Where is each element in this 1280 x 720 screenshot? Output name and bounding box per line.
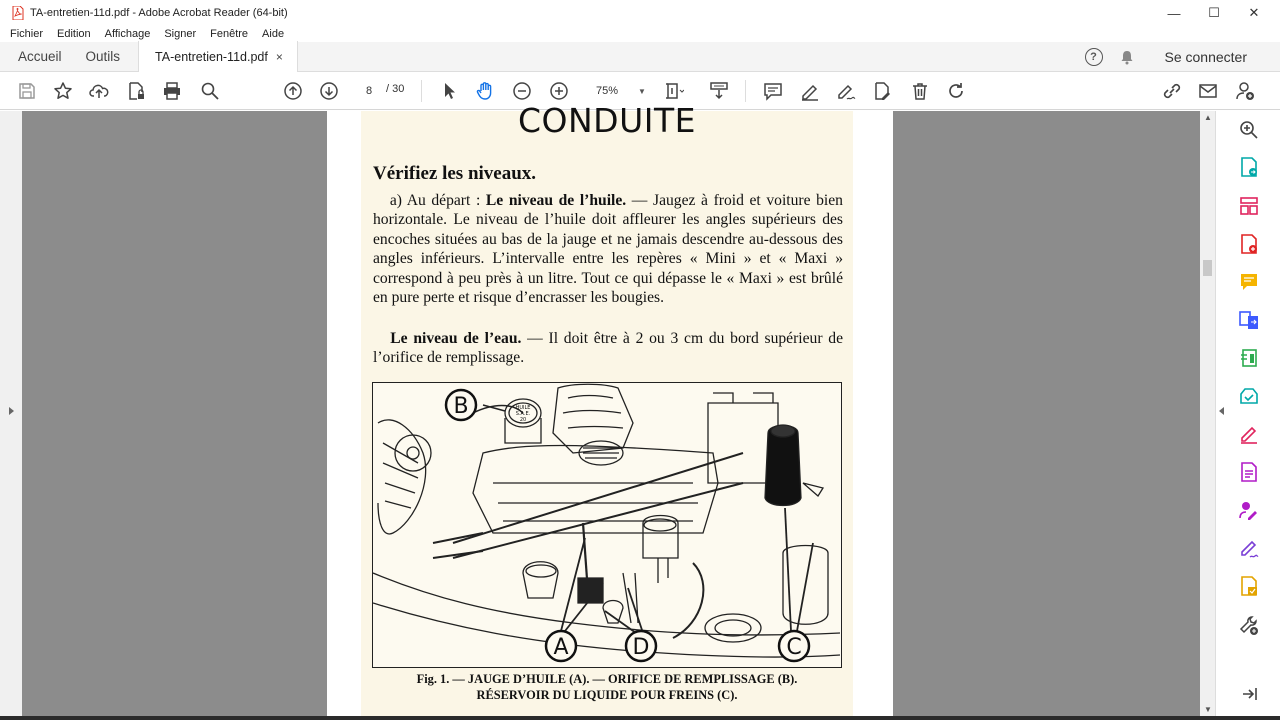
caption-line-2: RÉSERVOIR DU LIQUIDE POUR FREINS (C). bbox=[476, 688, 738, 702]
print-icon[interactable] bbox=[160, 79, 184, 103]
file-lock-icon[interactable] bbox=[124, 79, 148, 103]
para1-bold: Le niveau de l’huile. bbox=[485, 192, 627, 209]
measure-icon[interactable] bbox=[1238, 537, 1260, 559]
close-window-button[interactable]: ✕ bbox=[1248, 5, 1260, 20]
sign-in-link[interactable]: Se connecter bbox=[1164, 49, 1247, 65]
figure-caption bbox=[361, 671, 853, 703]
label-d: D bbox=[632, 635, 650, 660]
scroll-up-icon[interactable]: ▲ bbox=[1204, 113, 1212, 122]
cap-text-3: 20 bbox=[519, 417, 527, 423]
window-title: TA-entretien-11d.pdf - Adobe Acrobat Reader (64-bit) bbox=[30, 7, 288, 19]
help-icon[interactable]: ? bbox=[1085, 48, 1103, 66]
menu-fenetre[interactable]: Fenêtre bbox=[210, 28, 249, 40]
page-count: / 30 bbox=[386, 83, 405, 95]
scroll-down-icon[interactable]: ▼ bbox=[1204, 705, 1212, 714]
label-b: B bbox=[453, 394, 469, 419]
edit-pdf-icon[interactable] bbox=[1238, 347, 1260, 369]
fill-sign-icon[interactable] bbox=[1238, 423, 1260, 445]
comment-icon[interactable] bbox=[761, 79, 785, 103]
zoom-icon[interactable] bbox=[1238, 119, 1260, 141]
menu-signer[interactable]: Signer bbox=[164, 28, 197, 40]
collapse-panel-icon[interactable] bbox=[1219, 407, 1224, 415]
tab-bar bbox=[0, 42, 1280, 72]
hand-icon[interactable] bbox=[473, 79, 497, 103]
menu-edition[interactable]: Edition bbox=[57, 28, 91, 40]
export-pdf-icon[interactable] bbox=[1238, 156, 1260, 178]
toolbar-divider bbox=[745, 80, 746, 102]
request-sign-icon[interactable] bbox=[1238, 499, 1260, 521]
menu-aide[interactable]: Aide bbox=[262, 28, 285, 40]
acrobat-pdf-icon bbox=[12, 6, 24, 20]
maximize-button[interactable]: ☐ bbox=[1208, 5, 1220, 20]
caption-line-1: Fig. 1. — JAUGE D’HUILE (A). — ORIFICE DE REMPLISSAGE (B). bbox=[416, 672, 798, 686]
create-pdf-icon[interactable] bbox=[1238, 233, 1260, 255]
expand-icon[interactable] bbox=[1238, 683, 1260, 705]
engine-illustration bbox=[373, 383, 840, 666]
stamp-icon[interactable] bbox=[1238, 575, 1260, 597]
arrow-down-icon[interactable] bbox=[317, 79, 341, 103]
para2-text: — Il doit être à 2 ou 3 cm du bord supérieur de l’orifice de remplissage. bbox=[373, 330, 843, 367]
scroll-mode-icon[interactable] bbox=[707, 79, 731, 103]
label-a: A bbox=[553, 635, 569, 660]
star-icon[interactable] bbox=[51, 79, 75, 103]
pdf-page bbox=[327, 101, 893, 716]
more-tools-icon[interactable] bbox=[1238, 614, 1260, 636]
section-title: Vérifiez les niveaux. bbox=[373, 163, 537, 184]
paragraph-water bbox=[373, 329, 843, 368]
scroll-thumb[interactable] bbox=[1203, 260, 1212, 276]
zoom-in-icon[interactable] bbox=[547, 79, 571, 103]
vertical-scrollbar[interactable] bbox=[1200, 111, 1215, 720]
page-heading: CONDUITE bbox=[517, 101, 696, 140]
para1-text: — Jaugez à froid et voiture bien horizontale. Le niveau de l’huile doit affleurer les angles supérieurs des encoches situées au bas de la jauge et ne jamais descendre au-dessous des angles inférieurs. L’intervalle entre les repères « Mini » et « Maxi » correspond à peu près à un litre. Tout ce qui dépasse le « Maxi » est brûlé en pure perte et risque d’encrasser les bougies. bbox=[373, 192, 843, 307]
expand-left-panel-icon[interactable] bbox=[9, 407, 14, 415]
page-number-input[interactable]: 8 bbox=[365, 85, 373, 97]
save-icon[interactable] bbox=[15, 79, 39, 103]
menu-bar bbox=[0, 26, 1280, 42]
menu-fichier[interactable]: Fichier bbox=[10, 28, 44, 40]
link-icon[interactable] bbox=[1160, 79, 1184, 103]
tab-home[interactable]: Accueil bbox=[18, 49, 62, 64]
arrow-up-icon[interactable] bbox=[281, 79, 305, 103]
fit-page-icon[interactable] bbox=[662, 79, 686, 103]
organize-icon[interactable] bbox=[1238, 195, 1260, 217]
zoom-out-icon[interactable] bbox=[510, 79, 534, 103]
combine-icon[interactable] bbox=[1238, 309, 1260, 331]
chevron-down-icon: ▼ bbox=[638, 86, 646, 96]
label-c: C bbox=[786, 635, 802, 660]
menu-affichage[interactable]: Affichage bbox=[104, 28, 151, 40]
redact-icon[interactable] bbox=[870, 79, 894, 103]
para2-bold: Le niveau de l’eau. bbox=[390, 330, 522, 347]
paragraph-oil bbox=[373, 191, 843, 307]
left-panel-strip[interactable] bbox=[0, 111, 22, 720]
rotate-icon[interactable] bbox=[944, 79, 968, 103]
pen-icon[interactable] bbox=[798, 79, 822, 103]
mail-icon[interactable] bbox=[1196, 79, 1220, 103]
search-icon[interactable] bbox=[198, 79, 222, 103]
cap-text-1: HUILE bbox=[515, 405, 531, 411]
sign-icon[interactable] bbox=[834, 79, 858, 103]
toolbar-divider bbox=[421, 80, 422, 102]
tools-panel bbox=[1215, 111, 1280, 720]
tab-document[interactable] bbox=[138, 41, 298, 72]
title-bar bbox=[0, 0, 1280, 26]
protect-icon[interactable] bbox=[1238, 461, 1260, 483]
bell-icon[interactable] bbox=[1119, 49, 1135, 65]
send-icon[interactable] bbox=[1238, 385, 1260, 407]
zoom-select[interactable] bbox=[586, 81, 644, 101]
trash-icon[interactable] bbox=[908, 79, 932, 103]
taskbar-edge bbox=[0, 716, 1280, 720]
tab-tools[interactable]: Outils bbox=[85, 49, 121, 64]
minimize-button[interactable]: — bbox=[1167, 5, 1181, 21]
cloud-upload-icon[interactable] bbox=[87, 79, 111, 103]
tab-document-label: TA-entretien-11d.pdf bbox=[155, 49, 268, 64]
cursor-icon[interactable] bbox=[437, 79, 461, 103]
add-user-icon[interactable] bbox=[1233, 79, 1257, 103]
scanned-page bbox=[361, 101, 853, 716]
comment-tool-icon[interactable] bbox=[1238, 271, 1260, 293]
engine-figure bbox=[372, 382, 842, 668]
para1-lead: a) Au départ : bbox=[389, 192, 486, 209]
cap-text-2: S.A.E. bbox=[515, 411, 531, 417]
zoom-value: 75% bbox=[596, 85, 619, 97]
close-tab-icon[interactable]: × bbox=[275, 49, 283, 64]
